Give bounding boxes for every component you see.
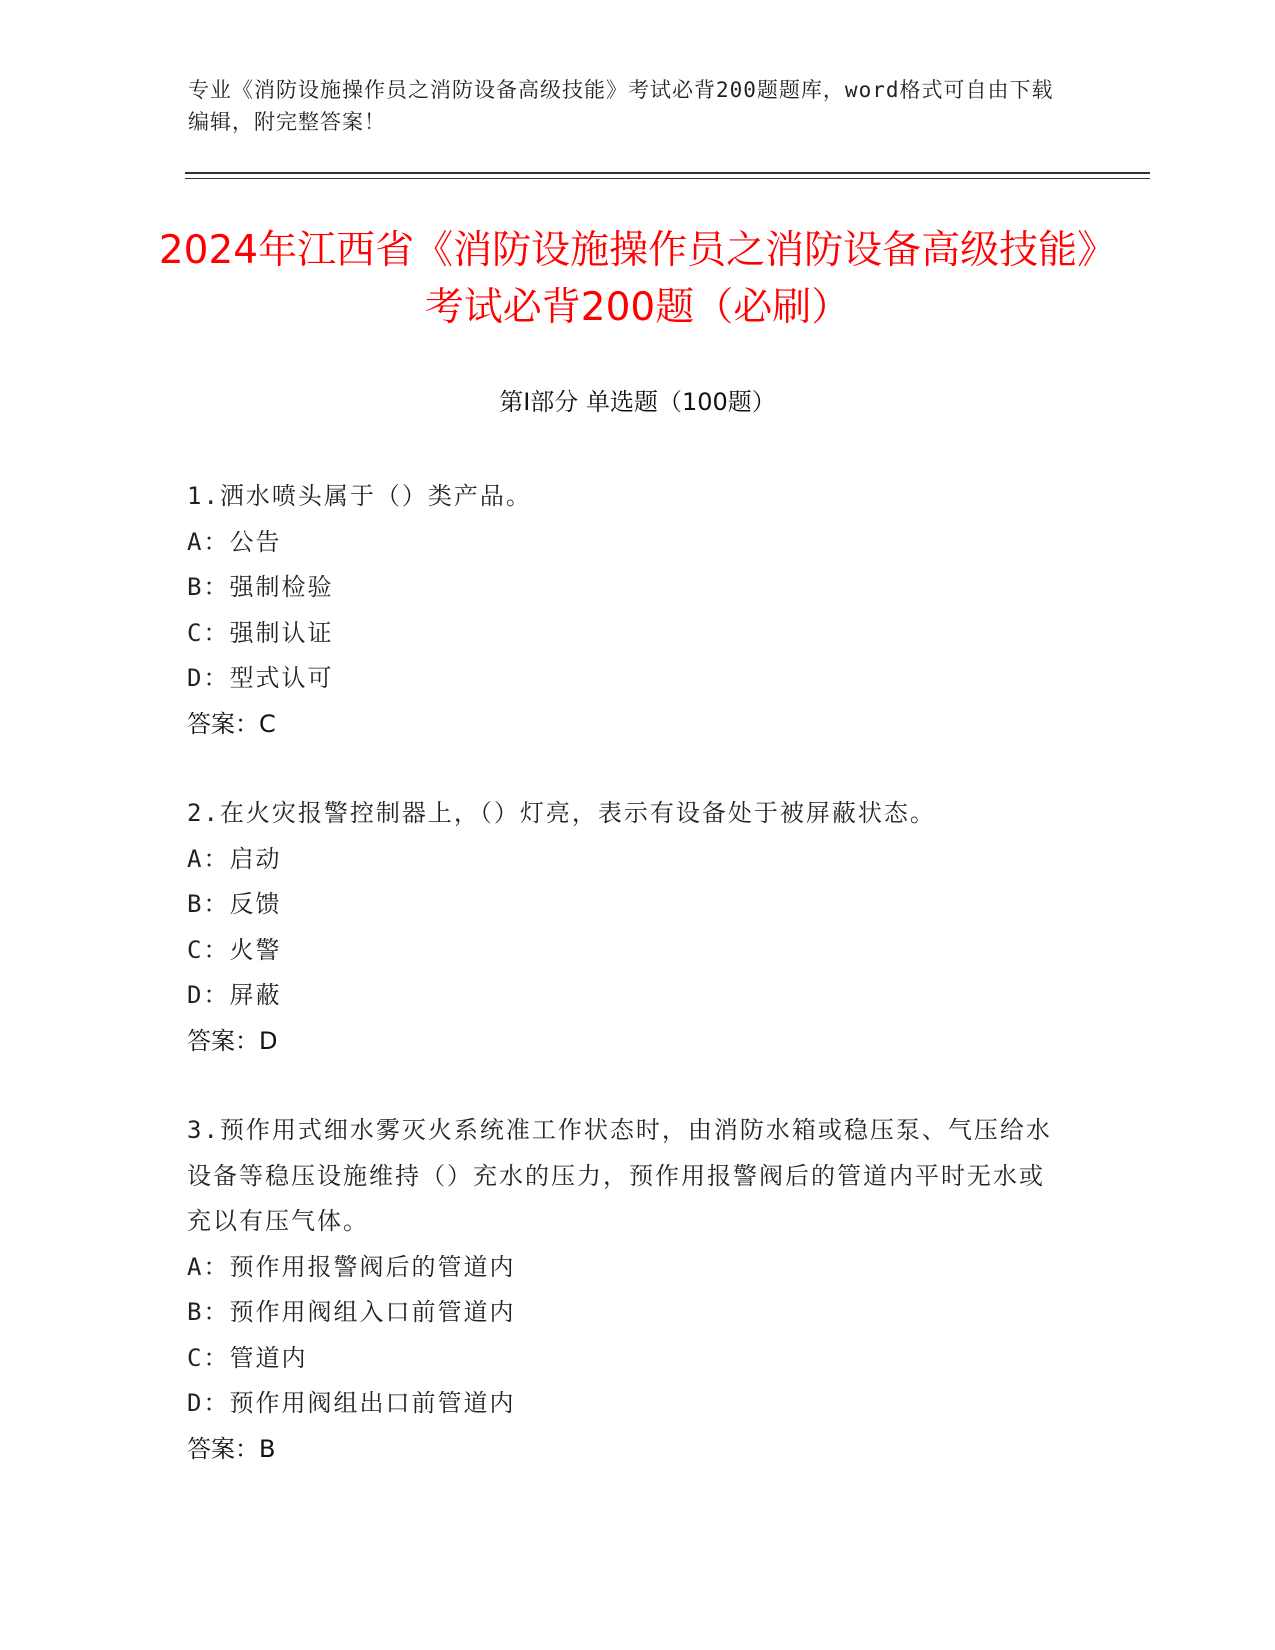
header-divider-thick xyxy=(185,172,1150,174)
question-option: D：屏蔽 xyxy=(187,981,282,1009)
question-option: B：反馈 xyxy=(187,890,282,918)
document-title: 2024年江西省《消防设施操作员之消防设备高级技能》考试必背200题（必刷） xyxy=(158,228,1117,330)
question-answer: 答案：C xyxy=(187,709,276,738)
question-option: D：预作用阀组出口前管道内 xyxy=(187,1389,516,1417)
question-answer: 答案：D xyxy=(187,1026,278,1055)
question-option: B：强制检验 xyxy=(187,573,334,601)
header-note: 专业《消防设施操作员之消防设备高级技能》考试必背200题题库，word格式可自由下载编辑，附完整答案！ xyxy=(188,78,1054,134)
question-item xyxy=(187,791,1067,1064)
question-option: B：预作用阀组入口前管道内 xyxy=(187,1298,516,1326)
section-heading: 第I部分 单选题（100题） xyxy=(499,388,776,416)
question-stem: 2.在火灾报警控制器上，（）灯亮，表示有设备处于被屏蔽状态。 xyxy=(187,799,936,827)
question-stem: 3.预作用式细水雾灭火系统准工作状态时，由消防水箱或稳压泵、气压给水设备等稳压设施维持（）充水的压力，预作用报警阀后的管道内平时无水或充以有压气体。 xyxy=(187,1116,1052,1235)
question-option: C：强制认证 xyxy=(187,618,334,647)
question-answer: 答案：B xyxy=(187,1434,276,1463)
question-option: C：管道内 xyxy=(187,1343,308,1372)
question-option: A：公告 xyxy=(187,527,282,556)
question-option: A：启动 xyxy=(187,844,282,873)
question-stem: 1.洒水喷头属于（）类产品。 xyxy=(187,482,532,510)
question-list xyxy=(187,474,1067,1516)
question-option: C：火警 xyxy=(187,935,282,964)
question-item xyxy=(187,1108,1067,1472)
question-option: D：型式认可 xyxy=(187,664,334,692)
question-option: A：预作用报警阀后的管道内 xyxy=(187,1252,516,1281)
question-item xyxy=(187,474,1067,747)
header-divider-thin xyxy=(185,178,1150,179)
